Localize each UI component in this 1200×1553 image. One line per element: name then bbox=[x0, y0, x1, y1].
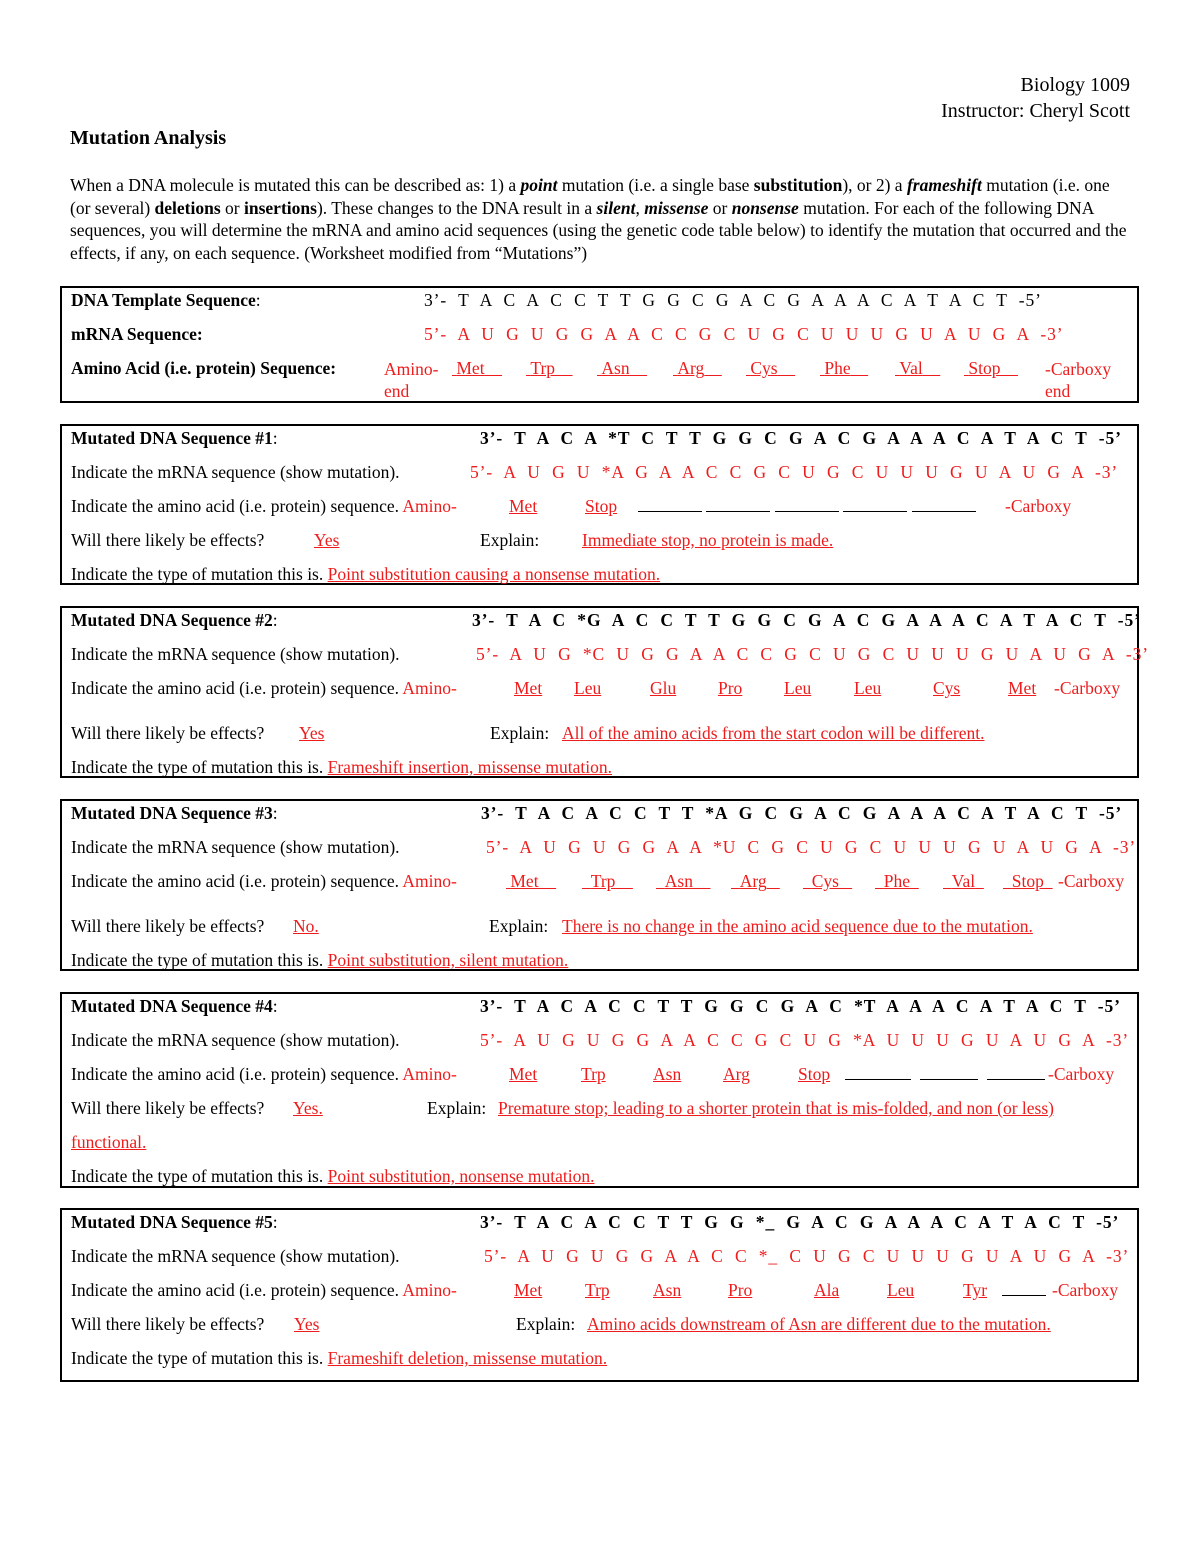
mrna-answer: 5’- A U G U G G A A C C *_ C U G C U U U G U A U G A -3’ bbox=[484, 1246, 1130, 1266]
carboxy-label: -Carboxy bbox=[1052, 1280, 1119, 1300]
aa-answer-5: Leu bbox=[854, 678, 882, 698]
aa-answer-3: Arg bbox=[739, 871, 767, 891]
explain-label: Explain: bbox=[490, 723, 550, 743]
amino-end-label: Amino- end bbox=[384, 359, 439, 401]
mutated-dna-sequence: 3’- T A C A C C T T G G *_ G A C G A A A C A T A C T -5’ bbox=[480, 1212, 1120, 1232]
aa-answer-3: Pro bbox=[718, 678, 743, 698]
mrna-prompt: Indicate the mRNA sequence (show mutation). bbox=[71, 644, 400, 664]
mutation-box-2 bbox=[60, 606, 1149, 778]
aa-answer-6: Val bbox=[951, 871, 976, 891]
aa-2: Asn bbox=[601, 358, 630, 378]
aa-answer-0: Met bbox=[509, 1064, 538, 1084]
course-header bbox=[941, 72, 1130, 124]
mutation-box-5 bbox=[60, 1208, 1139, 1382]
term-insertions: insertions bbox=[244, 197, 317, 218]
aa-answer-4: Cys bbox=[811, 871, 839, 891]
type-answer: Frameshift deletion, missense mutation. bbox=[327, 1348, 608, 1368]
aa-answer-2: Glu bbox=[650, 678, 677, 698]
mutation-box-1 bbox=[60, 424, 1139, 585]
mrna-prompt: Indicate the mRNA sequence (show mutation). bbox=[71, 837, 400, 857]
term-point: point bbox=[520, 175, 558, 195]
aa-answer-2: Asn bbox=[653, 1280, 682, 1300]
type-row: Indicate the type of mutation this is. Point substitution, nonsense mutation. bbox=[71, 1166, 595, 1186]
type-row: Indicate the type of mutation this is. Frameshift deletion, missense mutation. bbox=[71, 1348, 608, 1368]
aa-answer-4: Stop bbox=[798, 1064, 831, 1084]
mutation-label: Mutated DNA Sequence #1: bbox=[71, 428, 278, 448]
amino-acid-label: Amino Acid (i.e. protein) Sequence: bbox=[71, 358, 337, 378]
mutated-dna-sequence: 3’- T A C A C C T T *A G C G A C G A A A C A T A C T -5’ bbox=[481, 803, 1123, 823]
effects-answer: Yes bbox=[314, 530, 340, 550]
effects-prompt: Will there likely be effects? bbox=[71, 1314, 265, 1334]
mrna-label: mRNA Sequence: bbox=[71, 324, 203, 344]
aa-answer-7: Stop bbox=[1011, 871, 1044, 891]
mrna-answer: 5’- A U G U G G A A C C G C U G *A U U U G U A U G A -3’ bbox=[480, 1030, 1130, 1050]
explain-label: Explain: bbox=[489, 916, 549, 936]
effects-answer: No. bbox=[293, 916, 319, 936]
aa-answer-2: Asn bbox=[664, 871, 693, 891]
explain-answer: There is no change in the amino acid sequence due to the mutation. bbox=[562, 916, 1033, 936]
aa-answer-0: Met bbox=[514, 1280, 543, 1300]
term-frameshift: frameshift bbox=[906, 175, 982, 195]
explain-label: Explain: bbox=[427, 1098, 487, 1118]
aa-answer-3: Arg bbox=[723, 1064, 750, 1084]
blank-lines bbox=[845, 1064, 1045, 1085]
explain-answer-continued: functional. bbox=[71, 1132, 147, 1152]
mutation-label: Mutated DNA Sequence #2: bbox=[71, 610, 278, 630]
carboxy-label: -Carboxy bbox=[1054, 678, 1121, 698]
mutation-label: Mutated DNA Sequence #5: bbox=[71, 1212, 278, 1232]
effects-answer: Yes bbox=[294, 1314, 320, 1334]
aa-answer-7: Met bbox=[1008, 678, 1037, 698]
term-nonsense: nonsense bbox=[731, 197, 799, 218]
effects-prompt: Will there likely be effects? bbox=[71, 530, 265, 550]
explain-answer: Amino acids downstream of Asn are different due to the mutation. bbox=[587, 1314, 1051, 1334]
instructor-name: Instructor: Cheryl Scott bbox=[941, 100, 1130, 122]
term-substitution: substitution bbox=[753, 175, 843, 195]
effects-prompt: Will there likely be effects? bbox=[71, 723, 265, 743]
aa-answer-4: Ala bbox=[814, 1280, 840, 1300]
intro-paragraph: When a DNA molecule is mutated this can be described as: 1) a point mutation (i.e. a single base substitution), or 2) a frameshift mutation (i.e. one (or several) deletions or insertions). These changes to the DNA result in a silent, missense or nonsense mutation. For each of the following DNA sequences, you will determine the mRNA and amino acid sequences (using the genetic code table below) to identify the mutation that occurred and the effects, if any, on each sequence. (Worksheet modified from “Mutations”) bbox=[70, 175, 1127, 263]
type-answer: Frameshift insertion, missense mutation. bbox=[327, 757, 612, 777]
term-missense: missense bbox=[644, 197, 709, 218]
aa-answer-0: Met bbox=[510, 871, 539, 891]
blank-lines bbox=[638, 496, 976, 517]
mrna-prompt: Indicate the mRNA sequence (show mutation). bbox=[71, 462, 400, 482]
aa-answer-0: Met bbox=[514, 678, 543, 698]
course-name: Biology 1009 bbox=[1020, 74, 1130, 96]
term-deletions: deletions bbox=[154, 197, 221, 218]
aa-4: Cys bbox=[750, 358, 778, 378]
mrna-prompt: Indicate the mRNA sequence (show mutation). bbox=[71, 1246, 400, 1266]
explain-label: Explain: bbox=[516, 1314, 576, 1334]
mutated-dna-sequence: 3’- T A C *G A C C T T G G C G A C G A A A C A T A C T -5’ bbox=[472, 610, 1141, 630]
mrna-answer: 5’- A U G U G G A A *U C G C U G C U U U G U A U G A -3’ bbox=[486, 837, 1137, 857]
aa-answer-1: Trp bbox=[581, 1064, 606, 1084]
aa-answer-6: Tyr bbox=[963, 1280, 988, 1300]
aa-0: Met bbox=[456, 358, 485, 378]
aa-7: Stop bbox=[968, 358, 1001, 378]
carboxy-label: -Carboxy bbox=[1048, 1064, 1115, 1084]
aa-prompt: Indicate the amino acid (i.e. protein) sequence. Amino- bbox=[71, 496, 457, 516]
aa-prompt: Indicate the amino acid (i.e. protein) sequence. Amino- bbox=[71, 871, 457, 891]
explain-label: Explain: bbox=[480, 530, 540, 550]
type-answer: Point substitution causing a nonsense mutation. bbox=[327, 564, 661, 584]
mutated-dna-sequence: 3’- T A C A C C T T G G C G A C *T A A A C A T A C T -5’ bbox=[480, 996, 1121, 1016]
aa-answer-4: Leu bbox=[784, 678, 812, 698]
aa-3: Arg bbox=[677, 358, 705, 378]
aa-answer-2: Asn bbox=[653, 1064, 682, 1084]
carboxy-end-label: -Carboxy end bbox=[1045, 359, 1112, 401]
type-row: Indicate the type of mutation this is. Point substitution causing a nonsense mutation. bbox=[71, 564, 661, 584]
aa-answer-3: Pro bbox=[728, 1280, 753, 1300]
aa-5: Phe bbox=[824, 358, 851, 378]
aa-answer-1: Stop bbox=[585, 496, 618, 516]
carboxy-label: -Carboxy bbox=[1058, 871, 1125, 891]
type-answer: Point substitution, silent mutation. bbox=[327, 950, 569, 970]
mrna-prompt: Indicate the mRNA sequence (show mutation). bbox=[71, 1030, 400, 1050]
aa-1: Trp bbox=[530, 358, 556, 378]
mutation-box-4 bbox=[60, 992, 1139, 1188]
type-row: Indicate the type of mutation this is. Frameshift insertion, missense mutation. bbox=[71, 757, 612, 777]
mutated-dna-sequence: 3’- T A C A *T C T T G G C G A C G A A A C A T A C T -5’ bbox=[480, 428, 1122, 448]
dna-template-sequence: 3’- T A C A C C T T G G C G A C G A A A C A T A C T -5’ bbox=[424, 290, 1042, 310]
aa-6: Val bbox=[899, 358, 923, 378]
explain-answer: Premature stop; leading to a shorter protein that is mis-folded, and non (or less) bbox=[498, 1098, 1054, 1118]
carboxy-label: -Carboxy bbox=[1005, 496, 1072, 516]
type-answer: Point substitution, nonsense mutation. bbox=[327, 1166, 595, 1186]
explain-answer: All of the amino acids from the start codon will be different. bbox=[562, 723, 985, 743]
mutation-label: Mutated DNA Sequence #3: bbox=[71, 803, 278, 823]
aa-answer-5: Leu bbox=[887, 1280, 915, 1300]
blank-lines bbox=[1002, 1280, 1046, 1301]
aa-answer-5: Phe bbox=[883, 871, 910, 891]
explain-answer: Immediate stop, no protein is made. bbox=[582, 530, 834, 550]
dna-template-label: DNA Template Sequence: bbox=[71, 290, 261, 310]
mrna-answer: 5’- A U G *C U G G A A C C G C U G C U U U G U A U G A -3’ bbox=[476, 644, 1149, 664]
aa-answer-0: Met bbox=[509, 496, 538, 516]
aa-answer-6: Cys bbox=[933, 678, 961, 698]
effects-answer: Yes bbox=[299, 723, 325, 743]
term-silent: silent bbox=[596, 197, 636, 218]
mrna-sequence: 5’- A U G U G G A A C C G C U G C U U U G U A U G A -3’ bbox=[424, 324, 1064, 344]
aa-prompt: Indicate the amino acid (i.e. protein) sequence. Amino- bbox=[71, 678, 457, 698]
effects-prompt: Will there likely be effects? bbox=[71, 1098, 265, 1118]
type-row: Indicate the type of mutation this is. Point substitution, silent mutation. bbox=[71, 950, 569, 970]
mrna-answer: 5’- A U G U *A G A A C C G C U G C U U U G U A U G A -3’ bbox=[470, 462, 1119, 482]
effects-prompt: Will there likely be effects? bbox=[71, 916, 265, 936]
aa-answer-1: Trp bbox=[590, 871, 616, 891]
mutation-label: Mutated DNA Sequence #4: bbox=[71, 996, 278, 1016]
aa-prompt: Indicate the amino acid (i.e. protein) sequence. Amino- bbox=[71, 1064, 457, 1084]
aa-prompt: Indicate the amino acid (i.e. protein) sequence. Amino- bbox=[71, 1280, 457, 1300]
aa-answer-1: Leu bbox=[574, 678, 602, 698]
mutation-box-3 bbox=[60, 799, 1139, 971]
effects-answer: Yes. bbox=[293, 1098, 323, 1118]
page-title: Mutation Analysis bbox=[70, 127, 227, 149]
template-sequence-box bbox=[60, 286, 1139, 403]
aa-answer-1: Trp bbox=[585, 1280, 610, 1300]
